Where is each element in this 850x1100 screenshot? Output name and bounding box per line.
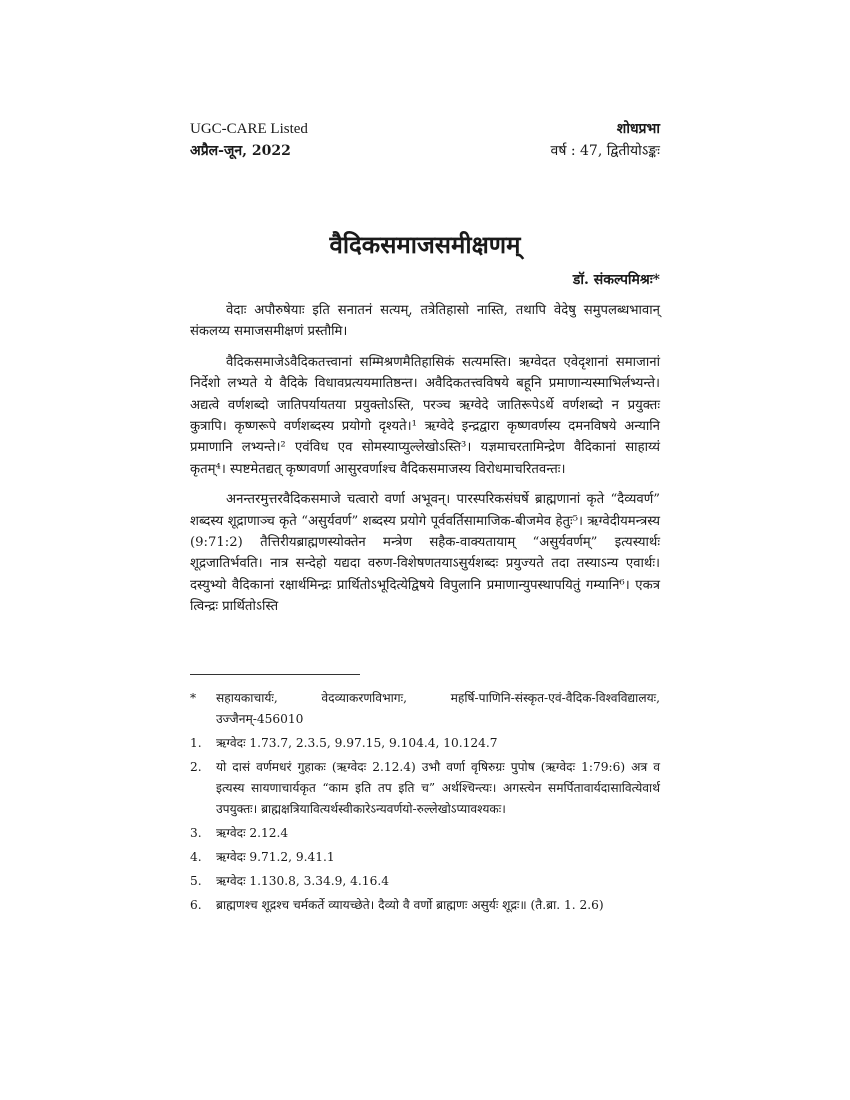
footnote-divider [190, 674, 360, 675]
footnote-text: ऋग्वेदः 9.71.2, 9.41.1 [216, 850, 335, 864]
footnotes [190, 688, 660, 919]
footnote-mark: 1. [190, 736, 202, 750]
article-body [190, 300, 660, 627]
footnote [190, 757, 660, 820]
footnote-text: ऋग्वेदः 2.12.4 [216, 826, 289, 840]
footnote-mark: * [190, 691, 197, 705]
footnote-mark: 2. [190, 760, 202, 774]
paragraph: वेदाः अपौरुषेयाः इति सनातनं सत्यम्, तत्रेतिहासो नास्ति, तथापि वेदेषु समुपलब्धभावान् संकलय्य समाजसमीक्षणं प्रस्तौमि। [190, 303, 660, 340]
footnote [190, 895, 660, 916]
footnote-text: ऋग्वेदः 1.73.7, 2.3.5, 9.97.15, 9.104.4, 10.124.7 [216, 736, 498, 750]
footnote-mark: 5. [190, 874, 202, 888]
footnote-text: ब्राह्मणश्च शूद्रश्च चर्मकर्ते व्यायच्छेते। दैव्यो वै वर्णो ब्राह्मणः असुर्यः शूद्रः॥ (तै.ब्रा. 1. 2.6) [216, 898, 604, 912]
footnote-text: यो दासं वर्णमधरं गुहाकः (ऋग्वेदः 2.12.4) उभौ वर्णा वृषिरुग्रः पुपोष (ऋग्वेदः 1:79:6) अत्र व इत्यस्य सायणाचार्यकृत “काम इति तप इति च” अर्थश्चिन्त्यः। अगस्त्येन समर्पितावार्यदासावित्येवार्थ उपयुक्तः। ब्राह्मक्षत्रियावित्यर्थस्वीकारेऽन्यवर्णयो-रुल्लेखोऽप्यावश्यकः। [216, 760, 660, 816]
volume-issue: वर्ष : 47, द्वितीयोऽङ्कः [550, 143, 660, 159]
article-title: वैदिकसमाजसमीक्षणम् [329, 230, 521, 259]
footnote-mark: 3. [190, 826, 202, 840]
header-right [551, 118, 660, 162]
author-name: डॉ. संकल्पमिश्रः* [572, 272, 660, 288]
footnote [190, 871, 660, 892]
journal-listing: UGC-CARE Listed [190, 121, 308, 137]
paragraph: अनन्तरमुत्तरवैदिकसमाजे चत्वारो वर्णा अभूवन्। पारस्परिकसंघर्षे ब्राह्मणानां कृते “दैव्यवर्ण” शब्दस्य शूद्राणाञ्च कृते “असुर्यवर्ण” शब्दस्य प्रयोगे पूर्ववर्तिसामाजिक-बीजमेव हेतुः⁵। ऋग्वेदीयमन्त्रस्य (9:71:2) तैत्तिरीयब्राह्मणस्योक्तेन मन्त्रेण सहैक-वाक्यतायाम् “असुर्यवर्णम्” इत्यस्यार्थः शूद्रजातिर्भवति। नात्र सन्देहो यद्यदा वरुण-विशेषणतयाऽसुर्यशब्दः प्रयुज्यते तदा तस्याऽन्य एवार्थः। दस्युभ्यो वैदिकानां रक्षार्थमिन्द्रः प्रार्थितोऽभूदित्येद्विषये विपुलानि प्रमाणान्युपस्थापयितुं गम्यानि⁶। एकत्र त्विन्द्रः प्रार्थितोऽस्ति [190, 492, 660, 615]
footnote [190, 847, 660, 868]
footnote-mark: 4. [190, 850, 202, 864]
footnote-text: ऋग्वेदः 1.130.8, 3.34.9, 4.16.4 [216, 874, 389, 888]
footnote [190, 688, 660, 730]
footnote [190, 733, 660, 754]
header-left [190, 118, 308, 162]
footnote-mark: 6. [190, 898, 202, 912]
journal-name: शोधप्रभा [616, 121, 660, 137]
footnote [190, 823, 660, 844]
issue-date: अप्रैल-जून, 2022 [190, 143, 291, 159]
footnote-text: सहायकाचार्यः, वेदव्याकरणविभागः, महर्षि-पाणिनि-संस्कृत-एवं-वैदिक-विश्वविद्यालयः, उज्जैनम्-456010 [216, 691, 660, 726]
paragraph: वैदिकसमाजेऽवैदिकतत्त्वानां सम्मिश्रणमैतिहासिकं सत्यमस्ति। ऋग्वेदत एवेदृशानां समाजानां निर्देशो लभ्यते ये वैदिके विधावप्रत्ययमातिष्ठन्त। अवैदिकतत्त्वविषये बहूनि प्रमाणान्यस्माभिर्लभ्यन्ते। अद्यत्वे वर्णशब्दो जातिपर्यायतया प्रयुक्तोऽस्ति, परञ्च ऋग्वेदे जातिरूपेऽर्थे वर्णशब्दो न प्रयुक्तः कुत्रापि। कृष्णरूपे वर्णशब्दस्य प्रयोगो दृश्यते।¹ ऋग्वेदे इन्द्रद्वारा कृष्णवर्णस्य दमनविषये अन्यानि प्रमाणानि लभ्यन्ते।² एवंविध एव सोमस्याप्युल्लेखोऽस्ति³। यज्ञमाचरतामिन्द्रेण वैदिकानां साहाय्यं कृतम्⁴। स्पष्टमेतद्यत् कृष्णवर्णा आसुरवर्णाश्च वैदिकसमाजस्य विरोधमाचरितवन्तः। [190, 354, 660, 477]
